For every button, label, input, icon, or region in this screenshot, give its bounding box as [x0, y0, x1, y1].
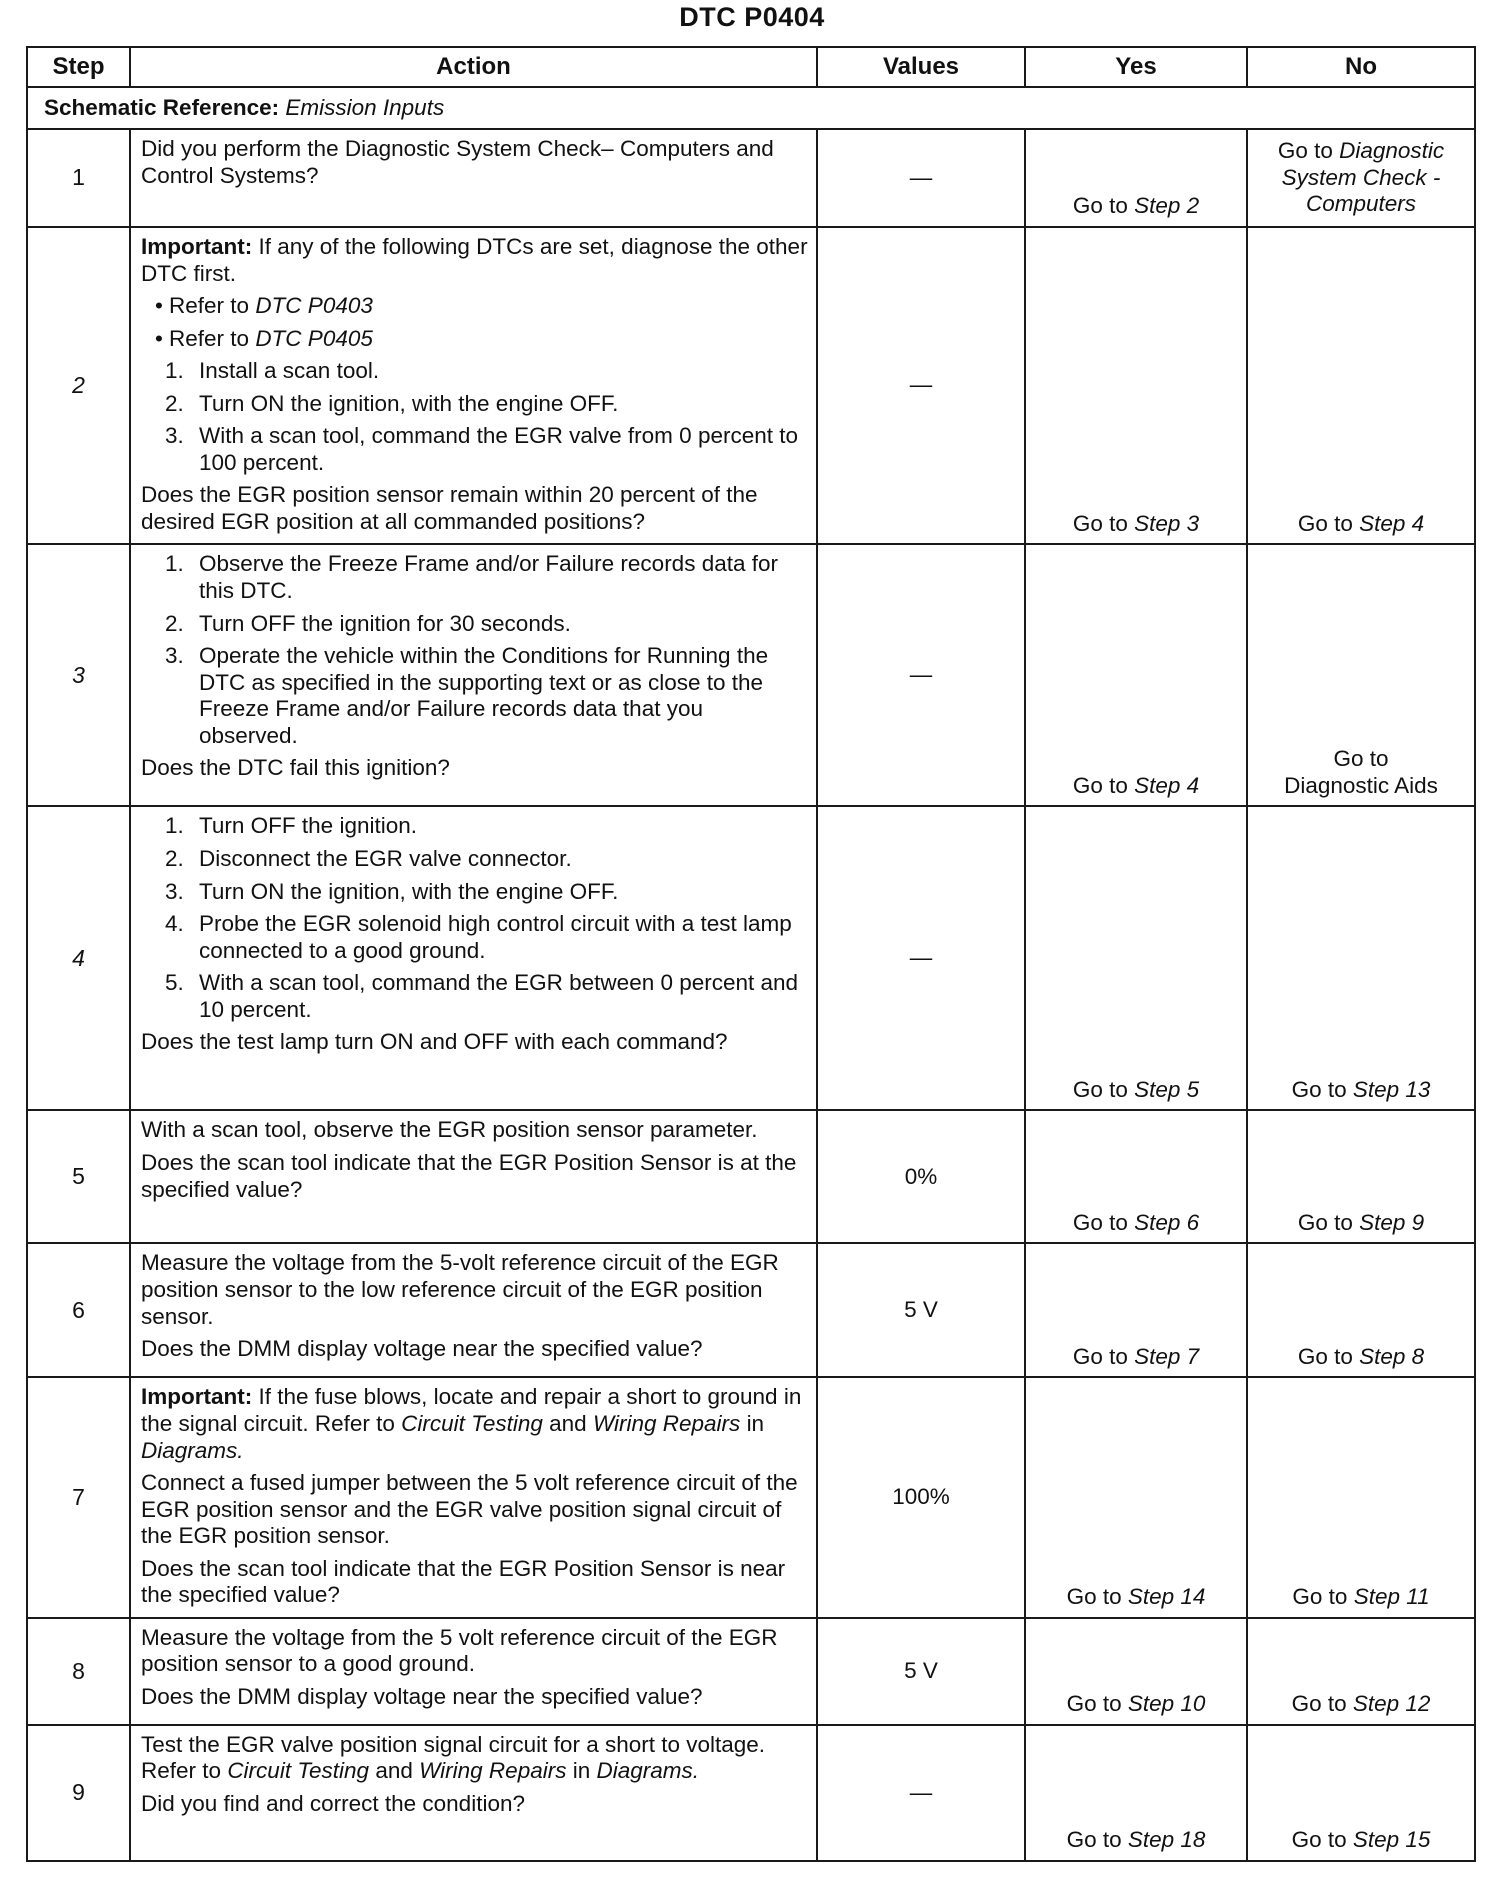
no-step-link[interactable]: Step 12	[1352, 1691, 1431, 1717]
wiring-repairs-link[interactable]: Wiring Repairs	[419, 1758, 567, 1784]
header-row	[27, 47, 1475, 87]
table-row	[27, 1377, 1475, 1617]
action-cell	[130, 1618, 817, 1725]
no-cell	[1247, 1725, 1475, 1861]
step-text: Turn ON the ignition, with the engine OFF.	[199, 878, 619, 904]
yes-step-link[interactable]: Step 7	[1134, 1343, 1200, 1369]
table-row	[27, 227, 1475, 544]
action-cell	[130, 1725, 817, 1861]
table-row	[27, 1725, 1475, 1861]
step-number: 3	[27, 544, 130, 806]
header-values: Values	[817, 47, 1025, 87]
header-step: Step	[27, 47, 130, 87]
yes-cell	[1025, 544, 1247, 806]
step-text: With a scan tool, command the EGR between 0 percent and 10 percent.	[199, 970, 799, 1022]
no-cell	[1247, 544, 1475, 806]
action-question: Does the scan tool indicate that the EGR Position Sensor is at the specified value?	[141, 1150, 797, 1202]
numbered-step: 3. Turn ON the ignition, with the engine OFF.	[165, 878, 619, 904]
goto-label: Go to	[1333, 746, 1389, 772]
step-number: 1	[27, 129, 130, 227]
action-text: Connect a fused jumper between the 5 volt reference circuit of the EGR position sensor and the EGR valve position signal circuit of the EGR position sensor.	[141, 1470, 798, 1549]
header-yes: Yes	[1025, 47, 1247, 87]
step-number: 4	[27, 806, 130, 1110]
no-step-link[interactable]: Step 4	[1359, 510, 1425, 536]
action-question: Does the scan tool indicate that the EGR Position Sensor is near the specified value?	[141, 1555, 786, 1608]
goto-label: Go to	[1072, 1343, 1128, 1369]
no-step-link[interactable]: Step 9	[1359, 1209, 1425, 1235]
step-text: Turn OFF the ignition.	[199, 813, 418, 839]
step-number: 7	[27, 1377, 130, 1617]
important-text: If the fuse blows, locate and repair a short to ground in the signal circuit. Refer to	[141, 1384, 802, 1437]
action-cell	[130, 129, 817, 227]
value-cell: 100%	[817, 1377, 1025, 1617]
refer-label: Refer to	[169, 293, 250, 319]
important-note	[141, 1384, 808, 1464]
step-text: Turn ON the ignition, with the engine OFF.	[199, 390, 619, 416]
no-cell	[1247, 227, 1475, 544]
diagrams-link[interactable]: Diagrams.	[596, 1758, 700, 1784]
yes-step-link[interactable]: Step 10	[1127, 1691, 1206, 1717]
yes-step-link[interactable]: Step 3	[1134, 510, 1200, 536]
numbered-step: 5. With a scan tool, command the EGR between 0 percent and 10 percent.	[165, 970, 799, 1022]
diagnostic-aids-link[interactable]: Diagnostic Aids	[1284, 772, 1438, 798]
action-text: Measure the voltage from the 5 volt reference circuit of the EGR position sensor to a good ground.	[141, 1624, 778, 1677]
schematic-row	[27, 87, 1475, 129]
no-link-suffix[interactable]: Computers	[1305, 191, 1417, 217]
preposition-text: in	[746, 1411, 765, 1437]
goto-label: Go to	[1072, 193, 1128, 219]
yes-cell	[1025, 806, 1247, 1110]
dtc-link[interactable]: DTC P0403	[255, 293, 373, 319]
goto-label: Go to	[1072, 510, 1128, 536]
diagnostic-table	[26, 46, 1476, 1862]
goto-label: Go to	[1292, 1584, 1348, 1610]
yes-cell	[1025, 129, 1247, 227]
action-text: Measure the voltage from the 5-volt reference circuit of the EGR position sensor to the low reference circuit of the EGR position sensor.	[141, 1250, 779, 1329]
action-question: Does the DMM display voltage near the specified value?	[141, 1336, 703, 1362]
step-text: Turn OFF the ignition for 30 seconds.	[199, 610, 571, 636]
action-question: Did you find and correct the condition?	[141, 1790, 525, 1816]
goto-label: Go to	[1297, 1209, 1353, 1235]
no-link[interactable]: Diagnostic System Check -	[1281, 138, 1445, 190]
value-cell: 0%	[817, 1110, 1025, 1243]
no-cell	[1247, 1618, 1475, 1725]
action-text	[141, 1732, 808, 1785]
goto-label: Go to	[1291, 1076, 1347, 1102]
goto-label: Go to	[1072, 1209, 1128, 1235]
action-cell	[130, 227, 817, 544]
no-step-link[interactable]: Step 13	[1352, 1076, 1431, 1102]
value-cell: —	[817, 129, 1025, 227]
important-label: Important:	[141, 1384, 253, 1410]
numbered-step: 1. Turn OFF the ignition.	[165, 813, 418, 839]
value-cell: 5 V	[817, 1243, 1025, 1377]
preposition-text: in	[572, 1758, 591, 1784]
yes-step-link[interactable]: Step 18	[1127, 1827, 1206, 1853]
document-title: DTC P0404	[679, 2, 825, 32]
goto-label: Go to	[1277, 138, 1333, 163]
action-question: Does the EGR position sensor remain within 20 percent of the desired EGR position at all commanded positions?	[141, 482, 758, 534]
bullet-item	[141, 293, 808, 320]
numbered-step: 2. Disconnect the EGR valve connector.	[165, 846, 572, 872]
conjunction-text: and	[375, 1758, 413, 1784]
goto-label: Go to	[1297, 510, 1353, 536]
step-number: 8	[27, 1618, 130, 1725]
goto-label: Go to	[1066, 1691, 1122, 1717]
header-action: Action	[130, 47, 817, 87]
circuit-testing-link[interactable]: Circuit Testing	[227, 1758, 370, 1784]
goto-label: Go to	[1291, 1691, 1347, 1717]
action-question: Does the test lamp turn ON and OFF with each command?	[141, 1029, 728, 1055]
value-cell: —	[817, 544, 1025, 806]
step-number: 6	[27, 1243, 130, 1377]
numbered-step: 3. Operate the vehicle within the Conditions for Running the DTC as specified in the supporting text or as close to the Freeze Frame and/or Failure records data that you observed.	[165, 643, 769, 748]
value-cell: —	[817, 806, 1025, 1110]
table-row	[27, 1110, 1475, 1243]
no-cell	[1247, 129, 1475, 227]
no-cell	[1247, 1243, 1475, 1377]
important-text: If any of the following DTCs are set, diagnose the other DTC first.	[141, 234, 808, 286]
table-row	[27, 1618, 1475, 1725]
important-note	[141, 234, 808, 287]
conjunction-text: and	[549, 1411, 587, 1437]
value-cell: 5 V	[817, 1618, 1025, 1725]
table-row	[27, 129, 1475, 227]
step-text: With a scan tool, command the EGR valve from 0 percent to 100 percent.	[199, 423, 799, 475]
yes-cell	[1025, 1243, 1247, 1377]
schematic-value: Emission Inputs	[285, 94, 445, 120]
action-question: Does the DTC fail this ignition?	[141, 755, 450, 781]
step-text: Install a scan tool.	[199, 358, 380, 384]
yes-step-link[interactable]: Step 14	[1127, 1584, 1206, 1610]
schematic-label: Schematic Reference:	[44, 94, 280, 120]
header-no: No	[1247, 47, 1475, 87]
action-cell	[130, 1243, 817, 1377]
action-text: With a scan tool, observe the EGR position sensor parameter.	[141, 1117, 758, 1143]
goto-label: Go to	[1291, 1827, 1347, 1853]
step-text: Operate the vehicle within the Conditions for Running the DTC as specified in the supporting text or as close to the Freeze Frame and/or Failure records data that you observed.	[199, 643, 769, 748]
numbered-step: 3. With a scan tool, command the EGR valve from 0 percent to 100 percent.	[165, 423, 799, 475]
numbered-step: 1. Observe the Freeze Frame and/or Failure records data for this DTC.	[165, 551, 779, 604]
step-text: Probe the EGR solenoid high control circuit with a test lamp connected to a good ground.	[199, 911, 792, 963]
yes-cell	[1025, 1110, 1247, 1243]
step-number: 5	[27, 1110, 130, 1243]
step-number: 2	[27, 227, 130, 544]
value-cell: —	[817, 1725, 1025, 1861]
no-step-link[interactable]: Step 8	[1359, 1343, 1425, 1369]
value-cell: —	[817, 227, 1025, 544]
table-row	[27, 806, 1475, 1110]
refer-label: Refer to	[169, 325, 250, 351]
important-label: Important:	[141, 234, 253, 259]
numbered-step: 2. Turn OFF the ignition for 30 seconds.	[165, 610, 571, 636]
numbered-step: 1. Install a scan tool.	[165, 358, 380, 384]
action-cell	[130, 544, 817, 806]
goto-label: Go to	[1297, 1343, 1353, 1369]
action-cell	[130, 806, 817, 1110]
schematic-reference	[27, 87, 1475, 129]
yes-cell	[1025, 1377, 1247, 1617]
no-cell	[1247, 1110, 1475, 1243]
step-number: 9	[27, 1725, 130, 1861]
yes-step-link[interactable]: Step 2	[1134, 193, 1200, 219]
action-cell	[130, 1110, 817, 1243]
bullet-item	[141, 326, 808, 353]
goto-label: Go to	[1066, 1584, 1122, 1610]
circuit-testing-link[interactable]: Circuit Testing	[401, 1411, 543, 1437]
table-row	[27, 1243, 1475, 1377]
goto-label: Go to	[1072, 1076, 1128, 1102]
action-cell	[130, 1377, 817, 1617]
goto-label: Go to	[1072, 772, 1128, 798]
action-text-lead: Test the EGR valve position signal circuit for a short to voltage. Refer to	[141, 1731, 766, 1784]
dtc-link[interactable]: DTC P0405	[255, 325, 373, 351]
yes-cell	[1025, 227, 1247, 544]
step-text: Observe the Freeze Frame and/or Failure records data for this DTC.	[199, 551, 779, 604]
table-row	[27, 544, 1475, 806]
wiring-repairs-link[interactable]: Wiring Repairs	[592, 1411, 741, 1437]
diagrams-link[interactable]: Diagrams.	[141, 1437, 244, 1463]
goto-label: Go to	[1066, 1827, 1122, 1853]
action-question: Did you perform the Diagnostic System Check– Computers and Control Systems?	[141, 136, 774, 188]
action-question: Does the DMM display voltage near the specified value?	[141, 1683, 703, 1709]
yes-step-link[interactable]: Step 6	[1134, 1209, 1200, 1235]
no-step-link[interactable]: Step 11	[1353, 1584, 1430, 1610]
yes-cell	[1025, 1618, 1247, 1725]
no-cell	[1247, 1377, 1475, 1617]
numbered-step: 4. Probe the EGR solenoid high control circuit with a test lamp connected to a good ground.	[165, 911, 792, 963]
yes-step-link[interactable]: Step 5	[1134, 1076, 1200, 1102]
no-step-link[interactable]: Step 15	[1352, 1827, 1431, 1853]
yes-step-link[interactable]: Step 4	[1134, 772, 1200, 798]
numbered-step: 2. Turn ON the ignition, with the engine OFF.	[165, 390, 619, 416]
yes-cell	[1025, 1725, 1247, 1861]
no-cell	[1247, 806, 1475, 1110]
step-text: Disconnect the EGR valve connector.	[199, 846, 572, 872]
